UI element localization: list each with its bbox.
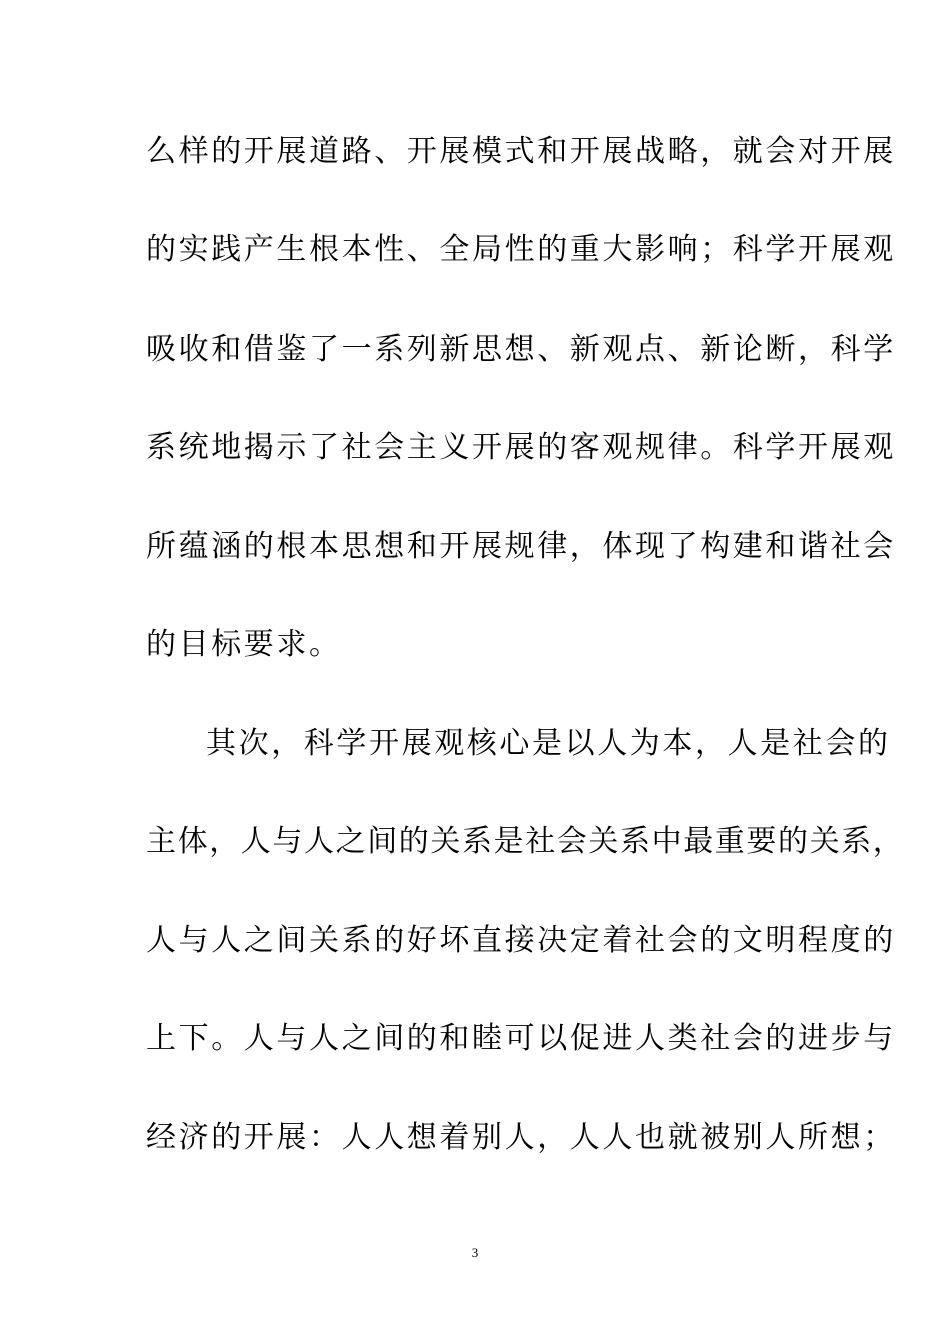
text-line: 经济的开展：人人想着别人，人人也就被别人所想； (146, 1120, 896, 1155)
text-line: 人与人之间关系的好坏直接决定着社会的文明程度的 (146, 923, 896, 958)
text-line: 的实践产生根本性、全局性的重大影响；科学开展观 (146, 232, 896, 267)
text-line: 主体，人与人之间的关系是社会关系中最重要的关系， (146, 824, 905, 859)
text-line: 上下。人与人之间的和睦可以促进人类社会的进步与 (146, 1021, 896, 1056)
text-line: 所蕴涵的根本思想和开展规律，体现了构建和谐社会 (146, 529, 896, 564)
text-line: 吸收和借鉴了一系列新思想、新观点、新论断，科学 (146, 332, 896, 367)
paragraph-start-line: 其次，科学开展观核心是以人为本，人是社会的 (206, 726, 891, 761)
text-line: 么样的开展道路、开展模式和开展战略，就会对开展 (146, 134, 896, 169)
text-line: 系统地揭示了社会主义开展的客观规律。科学开展观 (146, 430, 896, 465)
text-line: 的目标要求。 (146, 627, 342, 662)
page-number: 3 (471, 1245, 479, 1260)
